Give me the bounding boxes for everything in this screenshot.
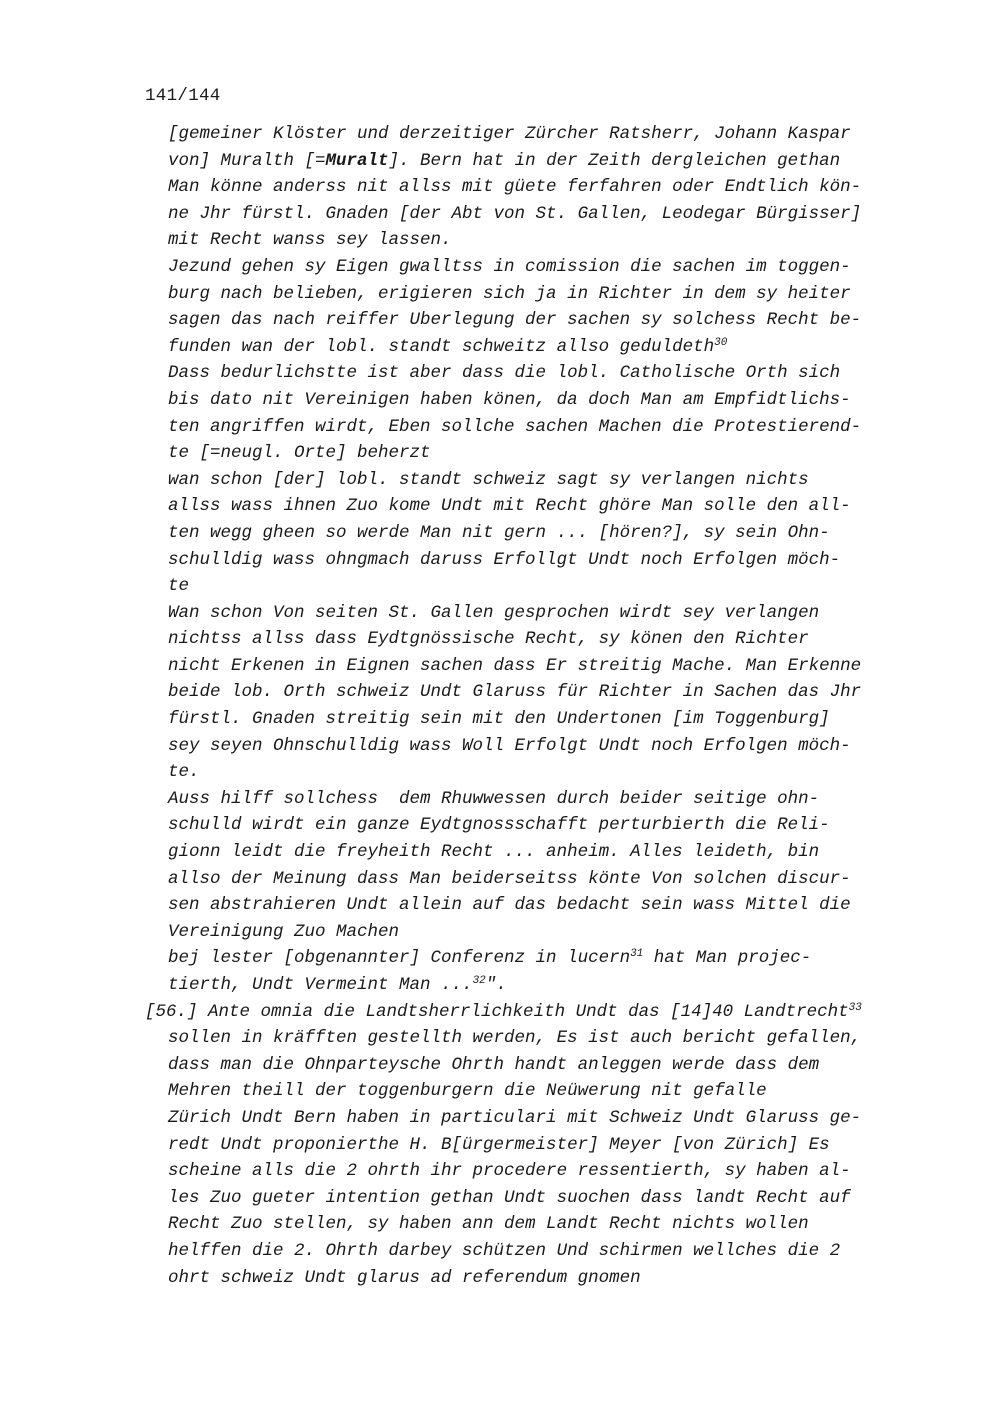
text-line: sagen das nach reiffer Uberlegung der sachen sy solchess Recht be- <box>168 310 862 331</box>
text-line: redt Undt proponierthe H. B[ürgermeister] Meyer [von Zürich] Es <box>168 1134 830 1155</box>
text-line: allso der Meinung dass Man beiderseitss könte Von solchen discur- <box>168 868 851 889</box>
text-line <box>145 148 925 175</box>
text-line: ohrt schweiz Undt glarus ad referendum gnomen <box>168 1267 641 1288</box>
text-line: Vereinigung Zuo Machen <box>168 921 400 942</box>
text-line: beide lob. Orth schweiz Undt Glaruss für Richter in Sachen das Jhr <box>168 682 862 703</box>
text-line: Jezund gehen sy Eigen gwalltss in comission die sachen im toggen- <box>168 256 851 277</box>
text-line: Recht Zuo stellen, sy haben ann dem Landt Recht nichts wollen <box>168 1214 809 1235</box>
text-segment: [56.] Ante omnia die Landtsherrlichkeith Undt das [14]40 Landtrecht <box>145 1001 849 1022</box>
text-segment: von] Muralth [= <box>168 150 326 171</box>
text-line: ten angriffen wirdt, Eben sollche sachen Machen die Protestierend- <box>168 416 862 437</box>
text-line: nichtss allss dass Eydtgnössische Recht, sy könen den Richter <box>168 629 809 650</box>
text-line: allss wass ihnen Zuo kome Undt mit Recht ghöre Man solle den all- <box>168 496 851 517</box>
text-line: te [=neugl. Orte] beherzt <box>168 443 431 464</box>
text-line: dass man die Ohnparteysche Ohrth handt anleggen werde dass dem <box>168 1054 820 1075</box>
text-line: helffen die 2. Ohrth darbey schützen Und schirmen wellches die 2 <box>168 1240 841 1261</box>
text-line: te <box>168 576 190 597</box>
text-line: ten wegg gheen so werde Man nit gern ... [hören?], sy sein Ohn- <box>168 522 830 543</box>
text-line: burg nach belieben, erigieren sich ja in Richter in dem sy heiter <box>168 283 851 304</box>
text-line: Man könne anderss nit allss mit güete ferfahren oder Endtlich kön- <box>168 177 862 198</box>
footnote-ref: 32 <box>472 975 486 987</box>
transcription-text <box>145 121 925 1291</box>
text-line: bis dato nit Vereinigen haben könen, da doch Man am Empfidtlichs- <box>168 389 851 410</box>
text-segment: funden wan der lobl. standt schweitz allso geduldeth <box>168 336 715 357</box>
text-segment: bej lester [obgenannter] Conferenz in lucern <box>168 948 631 969</box>
text-line <box>145 945 925 972</box>
text-line: Auss hilff sollchess dem Rhuwwessen durch beider seitige ohn- <box>168 788 820 809</box>
text-line: sen abstrahieren Undt allein auf das bedacht sein wass Mittel die <box>168 895 851 916</box>
text-line: mit Recht wanss sey lassen. <box>168 230 452 251</box>
footnote-ref: 33 <box>848 1001 862 1014</box>
text-segment: tierth, Undt Vermeint Man ... <box>168 975 473 995</box>
text-line: les Zuo gueter intention gethan Undt suochen dass landt Recht auf <box>168 1187 851 1208</box>
text-line: schulld wirdt ein ganze Eydtgnossschafft perturbierth die Reli- <box>168 815 830 836</box>
text-line <box>145 972 925 999</box>
footnote-ref: 31 <box>630 948 644 961</box>
page-number: 141/144 <box>145 86 221 106</box>
text-line: ne Jhr fürstl. Gnaden [der Abt von St. Gallen, Leodegar Bürgisser] <box>168 203 862 224</box>
text-line: gionn leidt die freyheith Recht ... anheim. Alles leideth, bin <box>168 842 820 863</box>
text-line: Mehren theill der toggenburgern die Neüwerung nit gefalle <box>168 1081 767 1102</box>
text-line: Zürich Undt Bern haben in particulari mit Schweiz Undt Glaruss ge- <box>168 1107 862 1128</box>
text-line: wan schon [der] lobl. standt schweiz sagt sy verlangen nichts <box>168 469 809 490</box>
text-line: scheine alls die 2 ohrth ihr procedere ressentierth, sy haben al- <box>168 1161 851 1182</box>
footnote-ref: 30 <box>714 336 728 349</box>
text-line: nicht Erkenen in Eignen sachen dass Er streitig Mache. Man Erkenne <box>168 655 862 676</box>
text-line: Wan schon Von seiten St. Gallen gesprochen wirdt sey verlangen <box>168 602 820 623</box>
text-line <box>145 999 925 1026</box>
text-line: [gemeiner Klöster und derzeitiger Zürcher Ratsherr, Johann Kaspar <box>168 124 851 144</box>
text-line <box>145 334 925 361</box>
text-line: sey seyen Ohnschulldig wass Woll Erfolgt Undt noch Erfolgen möch- <box>168 735 851 756</box>
text-line: sollen in kräfften gestellth werden, Es ist auch bericht gefallen, <box>168 1028 862 1049</box>
text-segment: ]. Bern hat in der Zeith dergleichen gethan <box>388 150 841 171</box>
text-segment: hat Man projec- <box>643 948 812 969</box>
text-line: Dass bedurlichstte ist aber dass die lobl. Catholische Orth sich <box>168 363 841 384</box>
bold-text: Muralt <box>325 150 389 171</box>
text-segment: ". <box>485 975 507 995</box>
text-line: fürstl. Gnaden streitig sein mit den Undertonen [im Toggenburg] <box>168 709 830 730</box>
text-line: te. <box>168 762 200 783</box>
text-line: schulldig wass ohngmach daruss Erfollgt Undt noch Erfolgen möch- <box>168 549 841 570</box>
